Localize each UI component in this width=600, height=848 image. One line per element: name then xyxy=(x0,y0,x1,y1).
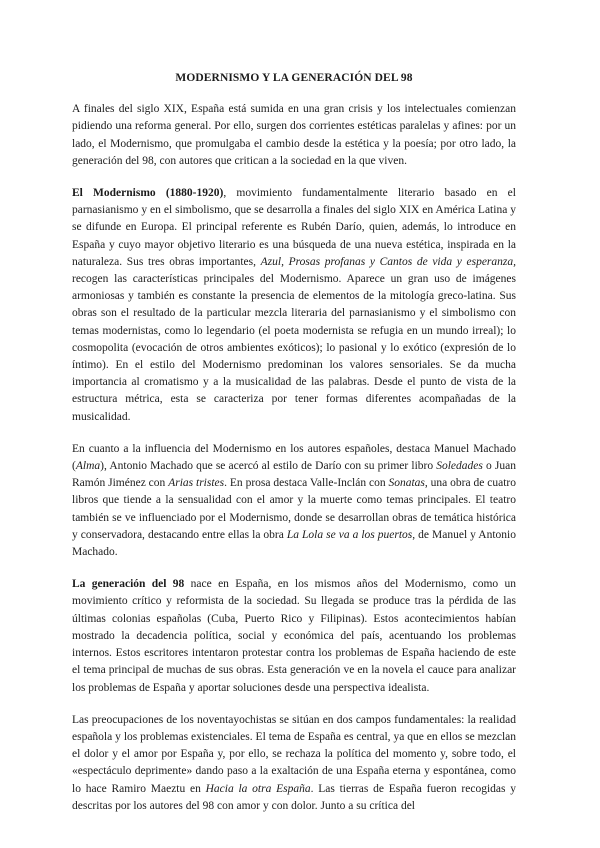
dario-works-title: Azul, Prosas profanas y Cantos de vida y esperanza, xyxy=(260,255,517,268)
work-title-soledades: Soledades xyxy=(436,460,483,473)
modernismo-heading: El Modernismo (1880-1920) xyxy=(72,187,224,200)
work-title-la-lola: La Lola se va a los puertos xyxy=(286,528,413,541)
paragraph-intro: A finales del siglo XIX, España está sumida en una gran crisis y los intelectuales comienzan pidiendo una reforma general. Por ello, surgen dos corrientes estéticas paralelas y afines: por un lado, el Modernismo, que promulgaba el cambio desde la estética y la poesía; por otro lado, la generación del 98, con autores que critican a la sociedad en la que viven. xyxy=(72,103,516,167)
paragraph-generacion-98: La generación del 98 nace en España, en los mismos años del Modernismo, como un movimiento crítico y reformista de la sociedad. Su llegada se produce tras la pérdida de las últimas colonias españolas (Cuba, Puerto Rico y Filipinas). Estos acontecimientos habían mostrado la decadencia política, social y económica del país, acentuando los problemas internos. Estos escritores intentaron protestar contra los problemas de España haciendo de este el tema principal de muchas de sus obras. Esta generación ve en la novela el cauce para analizar los problemas de España y aportar soluciones desde una perspectiva idealista. xyxy=(72,578,516,694)
page-title: MODERNISMO Y LA GENERACIÓN DEL 98 xyxy=(175,72,413,84)
work-title-hacia-la-otra-espana: Hacia la otra España xyxy=(205,782,311,795)
paragraph-influence: En cuanto a la influencia del Modernismo en los autores españoles, destaca Manuel Machado (Alma), Antonio Machado que se acercó al estilo de Darío con su primer libro Soledades o Juan Ramón Jiménez con Arias tristes. En prosa destaca Valle-Inclán con Sonatas, una obra de cuatro libros que tiende a la sensualidad con el amor y la muerte como temas principales. El teatro también se ve influenciado por el Modernismo, donde se desarrollan obras de temática histórica y conservadora, destacando entre ellas la obra La Lola se va a los puertos, de Manuel y Antonio Machado. xyxy=(72,442,516,559)
generacion-98-heading: La generación del 98 xyxy=(72,578,185,591)
paragraph-modernismo: El Modernismo (1880-1920), movimiento fundamentalmente literario basado en el parnasianismo y en el simbolismo, que se desarrolla a finales del siglo XIX en América Latina y se difunde en Europa. El principal referente es Rubén Darío, quien, además, lo introduce en España y cuyo mayor objetivo literario es una búsqueda de una nueva estética, inspirada en la naturaleza. Sus tres obras importantes, Azul, Prosas profanas y Cantos de vida y esperanza, recogen las características principales del Modernismo. Aparece un gran uso de imágenes armoniosas y también es constante la presencia de elementos de la mitología greco-latina. Sus obras son el resultado de la particular mezcla literaria del parnasianismo y el simbolismo con temas modernistas, como lo legendario (el poeta modernista se refugia en un mundo irreal); lo cosmopolita (evocación de otros ambientes exóticos); lo pasional y lo exótico (expresión de lo íntimo). En el estilo del Modernismo predominan los valores sensoriales. Se da mucha importancia al cromatismo y a la musicalidad de las palabras. Desde el punto de vista de la estructura métrica, esta se caracteriza por tener formas diferentes acompañadas de la musicalidad. xyxy=(72,187,517,423)
work-title-sonatas: Sonatas xyxy=(388,477,425,490)
paragraph-preocupaciones: Las preocupaciones de los noventayochistas se sitúan en dos campos fundamentales: la realidad española y los problemas existenciales. El tema de España es central, ya que en ellos se mezclan el dolor y el amor por España y, por ello, se rechaza la política del momento y, sobre todo, el «espectáculo deprimente» dando paso a la exaltación de una España eterna y espontánea, como lo hace Ramiro Maeztu en Hacia la otra España. Las tierras de España fueron recogidas y descritas por los autores del 98 con amor y con dolor. Junto a su crítica del xyxy=(72,713,516,812)
work-title-alma: Alma xyxy=(75,460,101,473)
work-title-arias-tristes: Arias tristes xyxy=(168,477,225,490)
